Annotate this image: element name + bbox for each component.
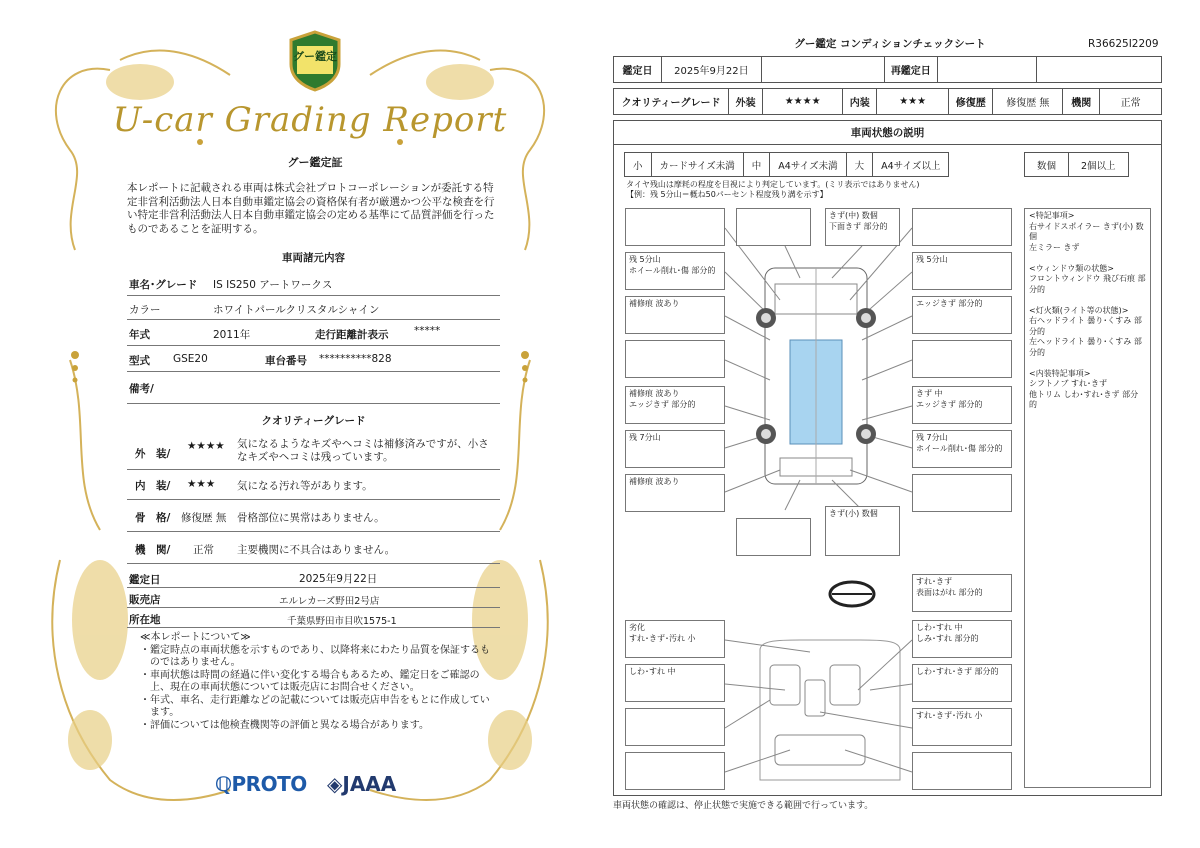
name-value: IS IS250 アートワークス [213, 279, 333, 291]
note-item: ・評価については他検査機関等の評価と異なる場合があります。 [140, 719, 429, 731]
comment-box-interior-left-1: 劣化 すれ･きず･汚れ 小 [625, 620, 725, 658]
size-small-label: 小 [625, 153, 652, 177]
note-item: ・鑑定時点の車両状態を示すものであり、以降将来にわたり品質を保証するものではありません。 [140, 644, 490, 668]
special-notes-panel [1024, 208, 1151, 788]
frame-text: 骨格部位に異常はありません。 [237, 512, 385, 524]
year-value: 2011年 [213, 329, 251, 341]
steering-wheel-icon [830, 582, 874, 606]
spec-row-model [127, 346, 500, 372]
year-label: 年式 [129, 329, 150, 341]
comment-box-right-7 [912, 474, 1012, 512]
store-label: 販売店 [129, 594, 161, 606]
interior-text: 気になる汚れ等があります。 [237, 480, 373, 492]
certificate-heading: グー鑑定証 [287, 156, 343, 169]
comment-box-bottom-left [736, 518, 811, 556]
jaaa-logo: ◈JAAA [327, 772, 397, 796]
exterior-label: 外 装/ [135, 448, 171, 460]
comment-box-left-4 [625, 340, 725, 378]
sheet-repair-value: 修復歴 無 [993, 89, 1063, 115]
sponsor-logos [215, 770, 415, 800]
comment-box-interior-right-4 [912, 752, 1012, 790]
mileage-label: 走行距離計表示 [315, 329, 389, 341]
frame-value: 修復歴 無 [181, 512, 227, 524]
comment-box-interior-left-2: しわ･すれ 中 [625, 664, 725, 702]
size-mid-value: A4サイズ未満 [770, 153, 846, 177]
spec-section-title: 車両諸元内容 [282, 252, 345, 264]
report-script-title: U-car Grading Report [112, 100, 508, 140]
redate-label: 再鑑定日 [884, 57, 937, 83]
comment-box-left-2: 残 5分山 ホイール削れ･傷 部分的 [625, 252, 725, 290]
count-value: 2個以上 [1069, 153, 1129, 177]
interior-stars: ★★★ [187, 478, 216, 490]
address-label: 所在地 [129, 614, 161, 626]
sheet-id: R36625I2209 [1088, 38, 1159, 50]
sheet-exterior-label: 外装 [729, 89, 763, 115]
size-small-value: カードサイズ未満 [651, 153, 743, 177]
report-notes [140, 632, 495, 732]
comment-box-right-4 [912, 340, 1012, 378]
comment-box-left-1 [625, 208, 725, 246]
proto-logo: ℚPROTO [215, 772, 307, 796]
sheet-engine-label: 機関 [1063, 89, 1100, 115]
appraisal-date-label: 鑑定日 [129, 574, 161, 586]
quality-grade-label: クオリティーグレード [614, 89, 729, 115]
interior-label: 内 装/ [135, 480, 171, 492]
comment-box-left-5: 補修痕 波あり エッジきず 部分的 [625, 386, 725, 424]
exterior-stars: ★★★★ [187, 440, 225, 452]
store-value: エルレカーズ野田2号店 [279, 596, 380, 607]
comment-box-interior-left-3 [625, 708, 725, 746]
comment-box-bottom-center: きず(小) 数個 [825, 506, 900, 556]
engine-text: 主要機関に不具合はありません。 [237, 544, 396, 556]
quality-row-interior [127, 470, 500, 500]
comment-box-right-5: きず 中 エッジきず 部分的 [912, 386, 1012, 424]
remarks-label: 備考/ [129, 383, 154, 395]
sheet-exterior-stars: ★★★★ [763, 89, 843, 115]
size-large-value: A4サイズ以上 [873, 153, 949, 177]
notes-title: ≪本レポートについて≫ [140, 632, 251, 643]
model-label: 型式 [129, 355, 150, 367]
interior-notes: <内装特記事項> シフトノブ すれ･きず 他トリム しわ･すれ･きず 部分的 [1029, 368, 1139, 409]
sheet-interior-label: 内装 [843, 89, 877, 115]
appraisal-row-store [127, 588, 500, 608]
comment-box-left-6: 残 7分山 [625, 430, 725, 468]
spec-row-year [127, 320, 500, 346]
special-notes: <特記事項> 右サイドスポイラー きず(小) 数個 左ミラー きず [1029, 211, 1144, 252]
sheet-date-value: 2025年9月22日 [661, 57, 761, 83]
appraisal-date-value: 2025年9月22日 [299, 573, 378, 585]
exterior-text: 気になるようなキズやヘコミは補修済みですが、小さなキズやヘコミは残っています。 [237, 438, 489, 463]
certificate-body: 本レポートに記載される車両は株式会社プロトコーポレーションが委託する特定非営利活動法人日本自動車鑑定協会の資格保有者が厳選かつ公平な検査を行い特定非営利活動法人日本自動車鑑定協会の定める基準にて品質評価を行ったものであることを証明する。 [127, 182, 495, 235]
quality-row-frame [127, 500, 500, 532]
color-label: カラー [129, 304, 161, 316]
name-label: 車名･グレード [129, 279, 198, 291]
goo-appraisal-badge [287, 30, 343, 92]
note-item: ・年式、車名、走行距離などの記載については販売店申告をもとに作成しています。 [140, 694, 490, 718]
frame-label: 骨 格/ [135, 512, 171, 524]
chassis-value: **********828 [319, 353, 392, 365]
sheet-date-label: 鑑定日 [614, 57, 662, 83]
light-notes: <灯火類(ライト等の状態)> 右ヘッドライト 曇り･くすみ 部分的 左ヘッドライト 曇り･くすみ 部分的 [1029, 305, 1142, 357]
spec-row-remarks [127, 372, 500, 404]
sheet-interior-stars: ★★★ [877, 89, 949, 115]
quality-row-exterior [127, 432, 500, 470]
quality-row-engine [127, 532, 500, 564]
window-notes: <ウィンドウ類の状態> フロントウィンドウ 飛び石痕 部分的 [1029, 263, 1146, 294]
appraisal-row-address [127, 608, 500, 628]
size-large-label: 大 [846, 153, 873, 177]
comment-box-right-2: 残 5分山 [912, 252, 1012, 290]
comment-box-left-7: 補修痕 波あり [625, 474, 725, 512]
comment-box-interior-left-4 [625, 752, 725, 790]
size-mid-label: 中 [743, 153, 770, 177]
model-value: GSE20 [173, 353, 208, 365]
comment-box-right-6: 残 7分山 ホイール削れ･傷 部分的 [912, 430, 1012, 468]
condition-section-title: 車両状態の説明 [614, 121, 1161, 145]
condition-check-sheet [600, 0, 1200, 848]
quality-section-title: クオリティーグレード [261, 415, 366, 427]
sheet-title: グー鑑定 コンディションチェックシート [794, 38, 986, 50]
comment-box-top-center: きず(中) 数個 下面きず 部分的 [825, 208, 900, 246]
comment-box-interior-right-1: しわ･すれ 中 しみ･すれ 部分的 [912, 620, 1012, 658]
engine-value: 正常 [193, 544, 214, 556]
sheet-repair-label: 修復歴 [949, 89, 993, 115]
appraisal-row-date [127, 568, 500, 588]
engine-label: 機 関/ [135, 544, 171, 556]
comment-box-steering: すれ･きず 表面はがれ 部分的 [912, 574, 1012, 612]
spec-row-name [127, 272, 500, 296]
spec-row-color [127, 296, 500, 320]
count-label: 数個 [1025, 153, 1069, 177]
sheet-footnote: 車両状態の確認は、停止状態で実施できる範囲で行っています。 [613, 801, 874, 811]
tire-note: タイヤ残山は摩耗の程度を目視により判定しています。(ミリ表示ではありません) 【例：残 5分山＝概ね50パーセント程度残り溝を示す】 [626, 180, 920, 199]
comment-box-interior-right-2: しわ･すれ･きず 部分的 [912, 664, 1012, 702]
comment-box-top-left [736, 208, 811, 246]
comment-box-right-3: エッジきず 部分的 [912, 296, 1012, 334]
comment-box-interior-right-3: すれ･きず･汚れ 小 [912, 708, 1012, 746]
comment-box-right-1 [912, 208, 1012, 246]
color-value: ホワイトパールクリスタルシャイン [213, 304, 380, 316]
mileage-value: ***** [414, 325, 441, 337]
sheet-engine-value: 正常 [1100, 89, 1162, 115]
comment-box-left-3: 補修痕 波あり [625, 296, 725, 334]
badge-text: グー鑑定 [293, 50, 337, 63]
chassis-label: 車台番号 [265, 355, 307, 367]
note-item: ・車両状態は時間の経過に伴い変化する場合もあるため、鑑定日をご確認の上、現在の車両状態については販売店にお問合せください。 [140, 669, 480, 693]
address-value: 千葉県野田市目吹1575-1 [287, 616, 397, 627]
